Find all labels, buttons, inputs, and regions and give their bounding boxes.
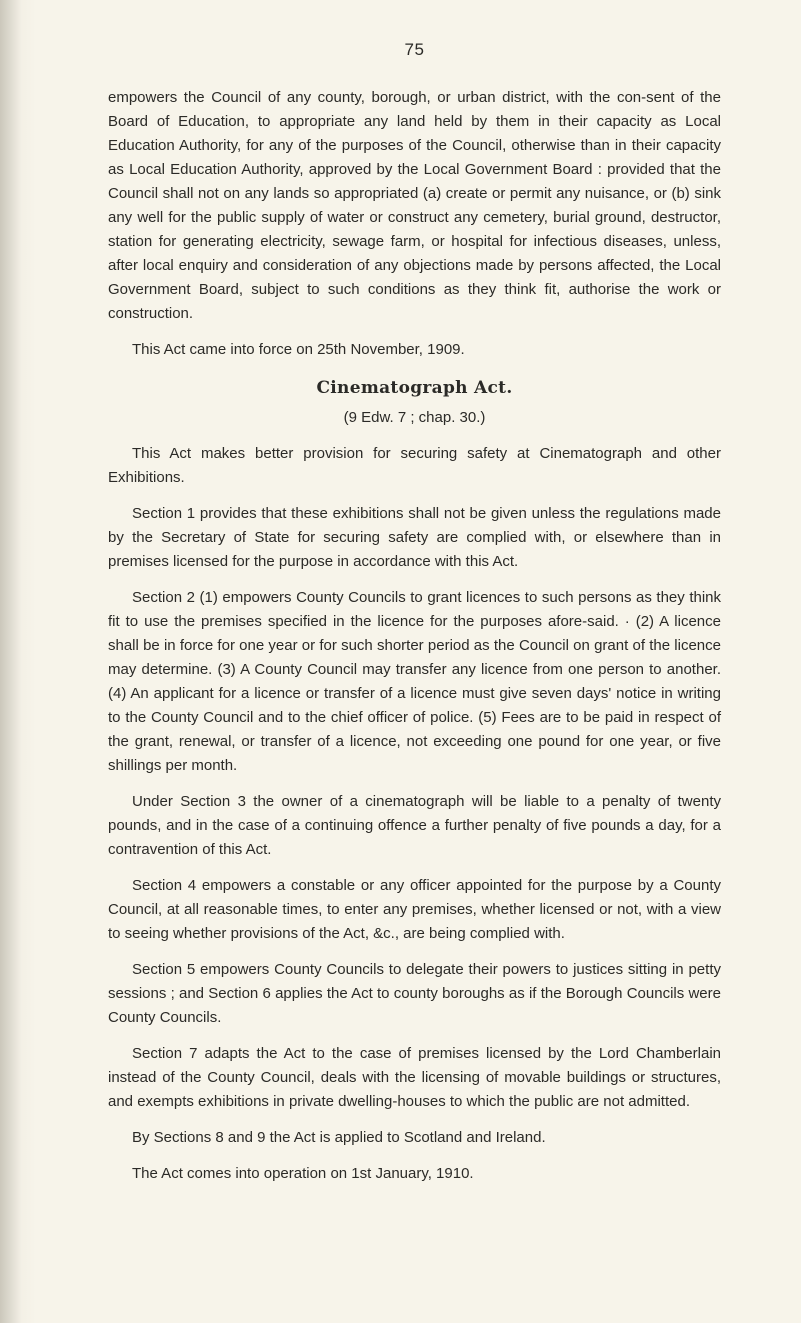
page-edge-shadow (0, 0, 36, 1323)
paragraph-commencement: This Act came into force on 25th November, 1909. (132, 341, 465, 358)
paragraph-operation-date: The Act comes into operation on 1st January, 1910. (132, 1165, 474, 1182)
paragraph-continuation: empowers the Council of any county, borough, or urban district, with the con-sent of the Board of Education, to appropriate any land held by them in their capacity as Local Education Authority, for any of the purposes of the Council, otherwise than in their capacity as Local Education Authority, approved by the Local Government Board : provided that the Council shall not on any lands so appropriated (a) create or permit any nuisance, or (b) sink any well for the public supply of water or construct any cemetery, burial ground, destructor, station for generating electricity, sewage farm, or hospital for infectious diseases, unless, after local enquiry and consideration of any objections made by persons affected, the Local Government Board, subject to such conditions as they think fit, authorise the work or construction. (108, 89, 721, 322)
paragraph-section-3: Under Section 3 the owner of a cinematograph will be liable to a penalty of twenty pounds, and in the case of a continuing offence a further penalty of five pounds a day, for a contravention of this Act. (108, 793, 721, 858)
document-body (108, 40, 721, 1198)
paragraph-section-4: Section 4 empowers a constable or any officer appointed for the purpose by a County Council, at all reasonable times, to enter any premises, whether licensed or not, with a view to seeing whether provisions of the Act, &c., are being complied with. (108, 877, 721, 942)
paragraph-section-5-6: Section 5 empowers County Councils to delegate their powers to justices sitting in petty sessions ; and Section 6 applies the Act to county boroughs as if the Borough Councils were County Councils. (108, 961, 721, 1026)
section-heading: Cinematograph Act. (316, 378, 513, 398)
paragraph-section-1: Section 1 provides that these exhibitions shall not be given unless the regulations made by the Secretary of State for securing safety are complied with, or elsewhere than in premises licensed for the purpose in accordance with this Act. (108, 505, 721, 570)
paragraph-section-2: Section 2 (1) empowers County Councils to grant licences to such persons as they think fit to use the premises specified in the licence for the purposes afore-said. · (2) A licence shall be in force for one year or for such shorter period as the Council on grant of the licence may determine. (3) A County Council may transfer any licence from one person to another. (4) An applicant for a licence or transfer of a licence must give seven days' notice in writing to the County Council and to the chief officer of police. (5) Fees are to be paid in respect of the grant, renewal, or transfer of a licence, not exceeding one pound for one year, or five shillings per month. (108, 589, 721, 774)
paragraph-section-7: Section 7 adapts the Act to the case of premises licensed by the Lord Chamberlain instead of the County Council, deals with the licensing of movable buildings or structures, and exempts exhibitions in private dwelling-houses to which the public are not admitted. (108, 1045, 721, 1110)
page-number: 75 (404, 40, 425, 59)
paragraph-purpose: This Act makes better provision for securing safety at Cinematograph and other Exhibitions. (108, 445, 721, 486)
paragraph-section-8-9: By Sections 8 and 9 the Act is applied to Scotland and Ireland. (132, 1129, 546, 1146)
act-citation: (9 Edw. 7 ; chap. 30.) (343, 409, 486, 426)
